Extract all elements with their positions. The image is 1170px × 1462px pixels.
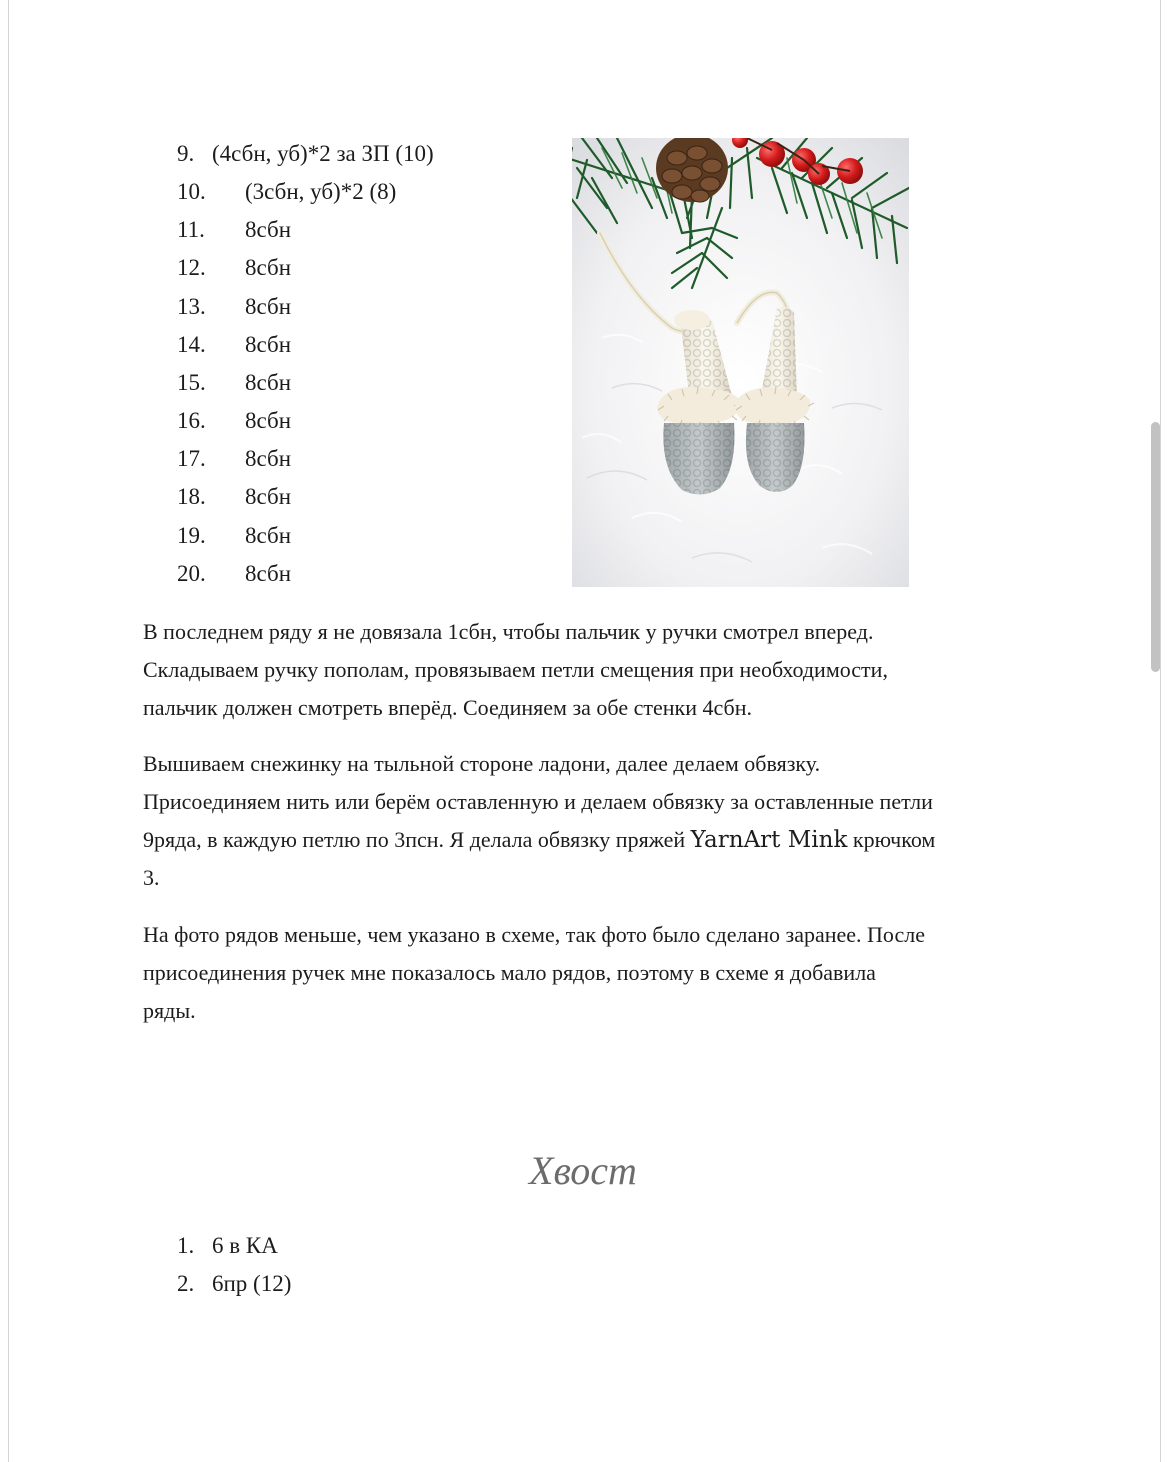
list-item-text: 8сбн <box>245 408 291 433</box>
list-item-number: 16. <box>177 408 206 433</box>
list-item-text: (4сбн, уб)*2 за ЗП (10) <box>212 141 434 166</box>
list-item-number: 12. <box>177 255 206 280</box>
mittens-photo <box>572 138 909 587</box>
paragraph-line: На фото рядов меньше, чем указано в схеме, так фото было сделано заранее. После <box>143 922 925 947</box>
list-item-text: 6 в КА <box>212 1233 278 1258</box>
list-item-number: 18. <box>177 484 206 509</box>
list-item-text: 8сбн <box>245 484 291 509</box>
paragraph-line: Складываем ручку пополам, провязываем петли смещения при необходимости, <box>143 657 888 682</box>
list-item-text: 6пр (12) <box>212 1271 292 1296</box>
list-item-number: 9. <box>177 141 195 166</box>
paragraph-line: ряды. <box>143 998 196 1023</box>
list-item-number: 10. <box>177 179 206 204</box>
paragraph-line: присоединения ручек мне показалось мало рядов, поэтому в схеме я добавила <box>143 960 876 985</box>
paragraph-1 <box>143 613 1043 727</box>
list-item-number: 19. <box>177 523 206 548</box>
paragraph-text: 9ряда, в каждую петлю по 3псн. Я делала обвязку пряжей <box>143 827 691 852</box>
paragraph-line: Вышиваем снежинку на тыльной стороне ладони, далее делаем обвязку. <box>143 751 821 776</box>
paragraph-line: пальчик должен смотреть вперёд. Соединяем за обе стенки 4сбн. <box>143 695 752 720</box>
paragraph-text: крючком <box>847 827 936 852</box>
page-edge-left <box>8 0 9 1462</box>
list-item-text: 8сбн <box>245 255 291 280</box>
list-item-number: 15. <box>177 370 206 395</box>
list-item-text: 8сбн <box>245 446 291 471</box>
section-title: Хвост <box>529 1148 637 1193</box>
list-item-text: 8сбн <box>245 370 291 395</box>
list-item-text: (3сбн, уб)*2 (8) <box>245 179 397 204</box>
list-item-number: 11. <box>177 217 205 242</box>
paragraph-line: 3. <box>143 865 160 890</box>
scrollbar-thumb[interactable] <box>1151 422 1160 672</box>
paragraph-line: В последнем ряду я не довязала 1сбн, чтобы пальчик у ручки смотрел вперед. <box>143 619 874 644</box>
list-item-number: 14. <box>177 332 206 357</box>
list-item-number: 2. <box>177 1271 195 1296</box>
list-item-text: 8сбн <box>245 217 291 242</box>
list-item-number: 17. <box>177 446 206 471</box>
list-item-number: 20. <box>177 561 206 586</box>
list-item-text: 8сбн <box>245 332 291 357</box>
list-item-text: 8сбн <box>245 294 291 319</box>
list-item-text: 8сбн <box>245 523 291 548</box>
page-edge-right <box>1160 0 1161 1462</box>
paragraph-line <box>143 821 1043 859</box>
paragraph-3 <box>143 916 1043 1030</box>
list-item-number: 13. <box>177 294 206 319</box>
paragraph-line: Присоединяем нить или берём оставленную и делаем обвязку за оставленные петли <box>143 789 933 814</box>
list-item-text: 8сбн <box>245 561 291 586</box>
list-item-number: 1. <box>177 1233 195 1258</box>
paragraph-2 <box>143 745 1043 897</box>
yarn-brand: YarnArt Mink <box>690 827 848 853</box>
